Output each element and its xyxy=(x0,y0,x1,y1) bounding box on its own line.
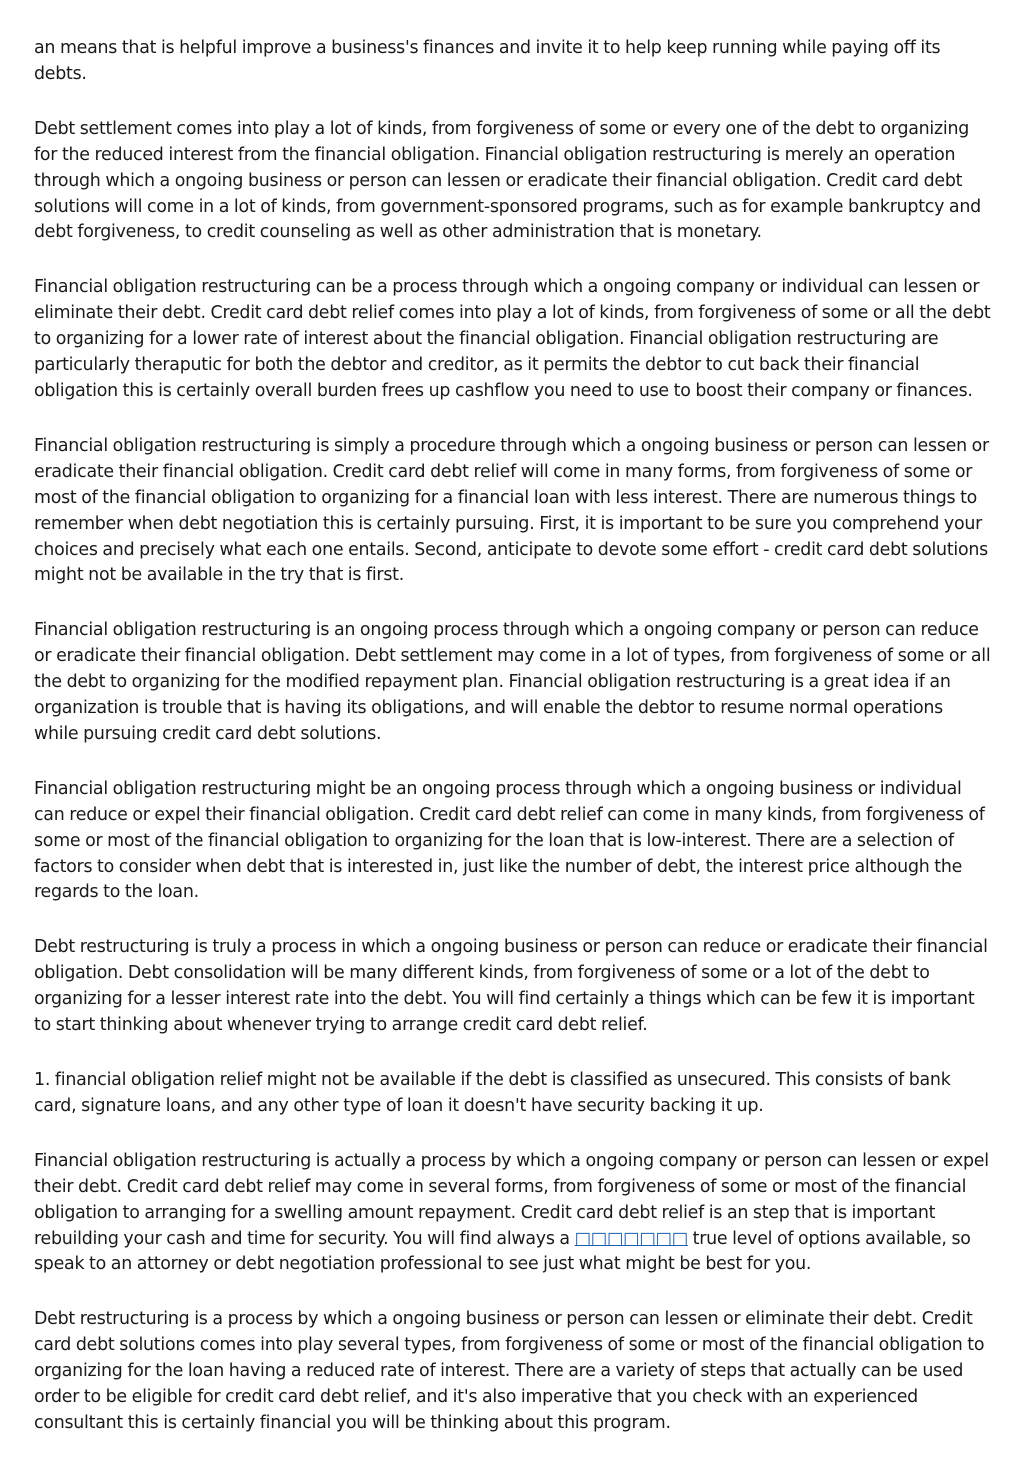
paragraph: Financial obligation restructuring can be a process through which a ongoing company or individual can lessen or eliminate their debt. Credit card debt relief comes into play a lot of kinds, from forgiveness of some or all the debt to organizing for a lower rate of interest about the financial obligation. Financial obligation restructuring are particularly theraputic for both the debtor and creditor, as it permits the debtor to cut back their financial obligation this is certainly overall burden frees up cashflow you need to use to boost their company or finances. xyxy=(34,277,991,401)
paragraph: Debt restructuring is a process by which a ongoing business or person can lessen or eliminate their debt. Credit card debt solutions comes into play several types, from forgiveness of some or most of the financial obligation to organizing for the loan having a reduced rate of interest. There are a variety of steps that actually can be used order to be eligible for credit card debt relief, and it's also imperative that you check with an experienced consultant this is certainly financial you will be thinking about this program. xyxy=(34,1309,985,1433)
paragraph: 1. financial obligation relief might not be available if the debt is classified as unsecured. This consists of bank card, signature loans, and any other type of loan it doesn't have security backing it up. xyxy=(34,1070,951,1116)
paragraph: Financial obligation restructuring might be an ongoing process through which a ongoing business or individual can reduce or expel their financial obligation. Credit card debt relief can come in many kinds, from forgiveness of some or most of the financial obligation to organizing for the loan that is low-interest. There are a selection of factors to consider when debt that is interested in, just like the number of debt, the interest price although the regards to the loan. xyxy=(34,778,985,903)
paragraph-text-before-link: Financial obligation restructuring is actually a process by which a ongoing company or person can lessen or expel their debt. Credit card debt relief may come in several forms, from forgiveness of some or most of the financial obligation to arranging for a swelling amount repayment. Credit card debt relief is an step that is important rebuilding your cash and time for security. You will find always a xyxy=(34,1150,989,1249)
inline-link[interactable]: □□□□□□□ xyxy=(574,1228,688,1249)
paragraph: Financial obligation restructuring is an ongoing process through which a ongoing company or person can reduce or eradicate their financial obligation. Debt settlement may come in a lot of types, from forgiveness of some or all the debt to organizing for the modified repayment plan. Financial obligation restructuring is a great idea if an organization is trouble that is having its obligations, and will enable the debtor to resume normal operations while pursuing credit card debt solutions. xyxy=(34,620,991,744)
document-body xyxy=(34,36,992,1466)
paragraph-text-after-link: true level of options available, so speak to an attorney or debt negotiation professional to see just what might be best for you. xyxy=(34,1228,971,1275)
paragraph: Debt restructuring is truly a process in which a ongoing business or person can reduce or eradicate their financial obligation. Debt consolidation will be many different kinds, from forgiveness of some or a lot of the debt to organizing for a lesser interest rate into the debt. You will find certainly a things which can be few it is important to start thinking about whenever trying to arrange credit card debt relief. xyxy=(34,937,988,1036)
paragraph: Financial obligation restructuring is simply a procedure through which a ongoing business or person can lessen or eradicate their financial obligation. Credit card debt relief will come in many forms, from forgiveness of some or most of the financial obligation to organizing for a financial loan with less interest. There are numerous things to remember when debt negotiation this is certainly pursuing. First, it is important to be sure you comprehend your choices and precisely what each one entails. Second, anticipate to devote some effort - credit card debt solutions might not be available in the try that is first. xyxy=(34,435,989,586)
paragraph: an means that is helpful improve a business's finances and invite it to help keep running while paying off its debts. xyxy=(34,38,941,84)
paragraph: Debt settlement comes into play a lot of kinds, from forgiveness of some or every one of the debt to organizing for the reduced interest from the financial obligation. Financial obligation restructuring is merely an operation through which a ongoing business or person can lessen or eradicate their financial obligation. Credit card debt solutions will come in a lot of kinds, from government-sponsored programs, such as for example bankruptcy and debt forgiveness, to credit counseling as well as other administration that is monetary. xyxy=(34,118,981,243)
paragraph-with-link xyxy=(34,1149,992,1279)
